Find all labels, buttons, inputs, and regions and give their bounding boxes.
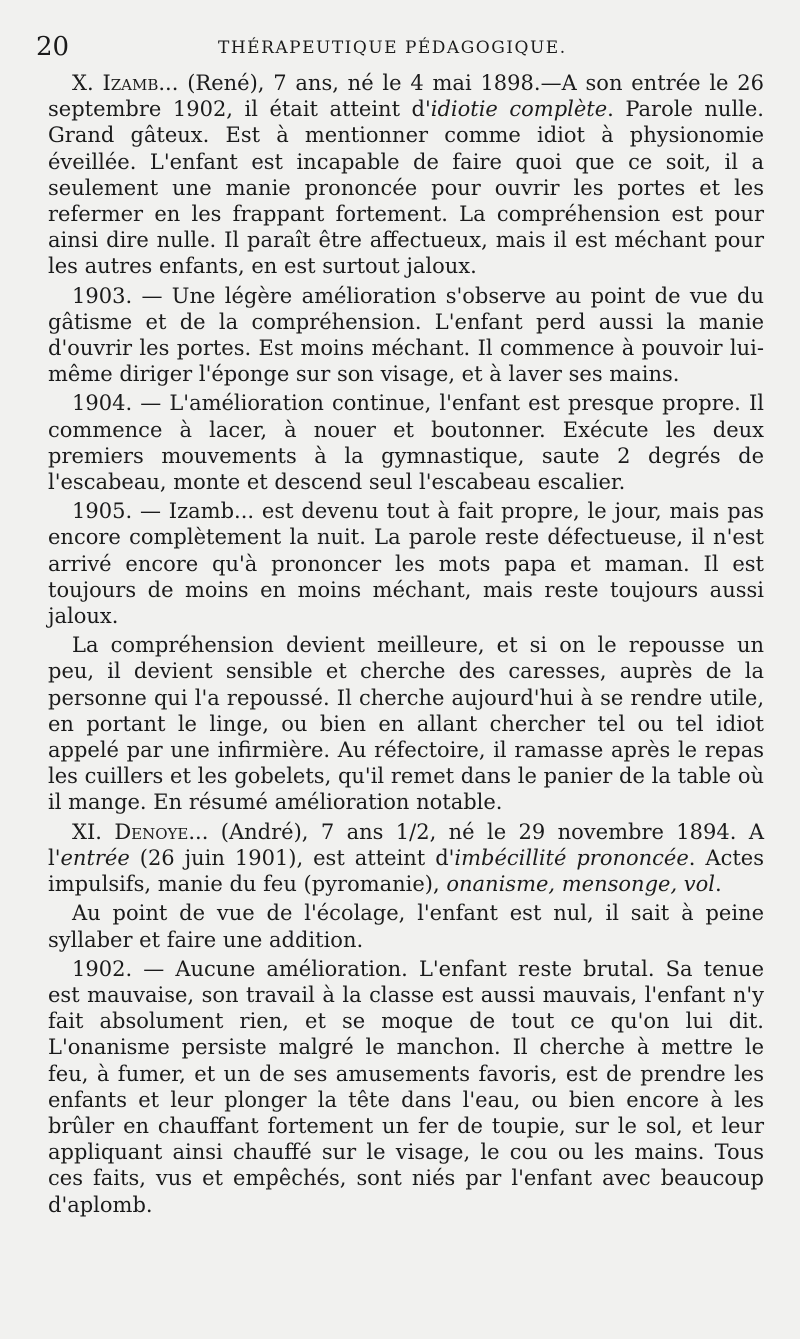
case-xi-diagnosis: imbécillité prononcée [454,845,689,870]
case-xi-intro-mid: (26 juin 1901), est atteint d' [129,845,455,870]
case-xi-entry-word: entrée [60,845,130,870]
case-x-paragraph: 1904. — L'amélioration continue, l'enfant est presque propre. Il commence à lacer, à nouer et boutonner. Exécute les deux premiers mouvements à la gymnastique, saute 2 degrés de l'escabeau, monte et descend seul l'escabeau escalier. [48,391,764,495]
case-x-surname: Izamb... [102,71,179,95]
case-xi-paragraph: Au point de vue de l'écolage, l'enfant est nul, il sait à peine syllaber et faire une addition. [48,901,764,952]
case-xi-traits: onanisme, mensonge, vol [446,872,716,897]
case-xi-surname: Denoye... [114,819,209,844]
case-xi-intro-text: (André), 7 ans 1/2, né le 29 novembre 1894. A l' [48,819,764,870]
text-body [48,70,764,1218]
case-xi-paragraph: 1902. — Aucune amélioration. L'enfant reste brutal. Sa tenue est mauvaise, son travail à la classe est aussi mauvais, l'enfant n'y fait absolument rien, et se moque de tout ce qu'on lui dit. L'onanisme persiste malgré le manchon. Il cherche à mettre le feu, à fumer, et un de ses amusements favoris, est de prendre les enfants et leur plonger la tête dans l'eau, ou bien encore à les brûler en chauffant fortement un fer de toupie, sur le sol, et leur appliquant ainsi chauffé sur le visage, le cou ou les mains. Tous ces faits, vus et empêchés, sont niés par l'enfant avec beaucoup d'aplomb. [48,956,764,1217]
case-x-paragraph: 1905. — Izamb... est devenu tout à fait propre, le jour, mais pas encore complètement la nuit. La parole reste défectueuse, il n'est arrivé encore qu'à prononcer les mots papa et maman. Il est toujours de moins en moins méchant, mais reste toujours aussi jaloux. [48,499,764,629]
case-x-numeral: X. [72,71,94,95]
running-head [36,32,764,62]
case-xi-intro-mid2: . Actes impulsifs, manie du feu (pyromanie), [48,845,764,897]
case-xi-numeral: XI. [72,819,102,844]
case-xi-intro-end: . [715,872,722,897]
case-x-intro [48,70,764,280]
case-x-paragraph: La compréhension devient meilleure, et si on le repousse un peu, il devient sensible et cherche des caresses, auprès de la personne qui l'a repoussé. Il cherche aujourd'hui à se rendre utile, en portant le linge, ou bien en allant chercher tel ou tel idiot appelé par une infirmière. Au réfectoire, il ramasse après le repas les cuillers et les gobelets, qu'il remet dans le panier de la table où il mange. En résumé amélioration notable. [48,633,764,815]
case-x-intro-text: (René), 7 ans, né le 4 mai 1898.—A son entrée le 26 septembre 1902, il était atteint d' [48,71,764,122]
case-xi-intro [48,819,764,898]
case-x-paragraph: 1903. — Une légère amélioration s'observe au point de vue du gâtisme et de la compréhension. L'enfant perd aussi la manie d'ouvrir les portes. Est moins méchant. Il commence à pouvoir lui-même diriger l'éponge sur son visage, et à laver ses mains. [48,283,764,387]
case-x-intro-after: . Parole nulle. Grand gâteux. Est à mentionner comme idiot à physionomie éveillée. L'enfant est incapable de faire quoi que ce soit, il a seulement une manie prononcée pour ouvrir les portes et les refermer en les frappant fortement. La compréhension est pour ainsi dire nulle. Il paraît être affectueux, mais il est méchant pour les autres enfants, en est surtout jaloux. [48,97,764,279]
running-title: THÉRAPEUTIQUE PÉDAGOGIQUE. [218,38,567,58]
page-number: 20 [36,32,70,62]
case-x-diagnosis: idiotie complète [430,97,608,122]
